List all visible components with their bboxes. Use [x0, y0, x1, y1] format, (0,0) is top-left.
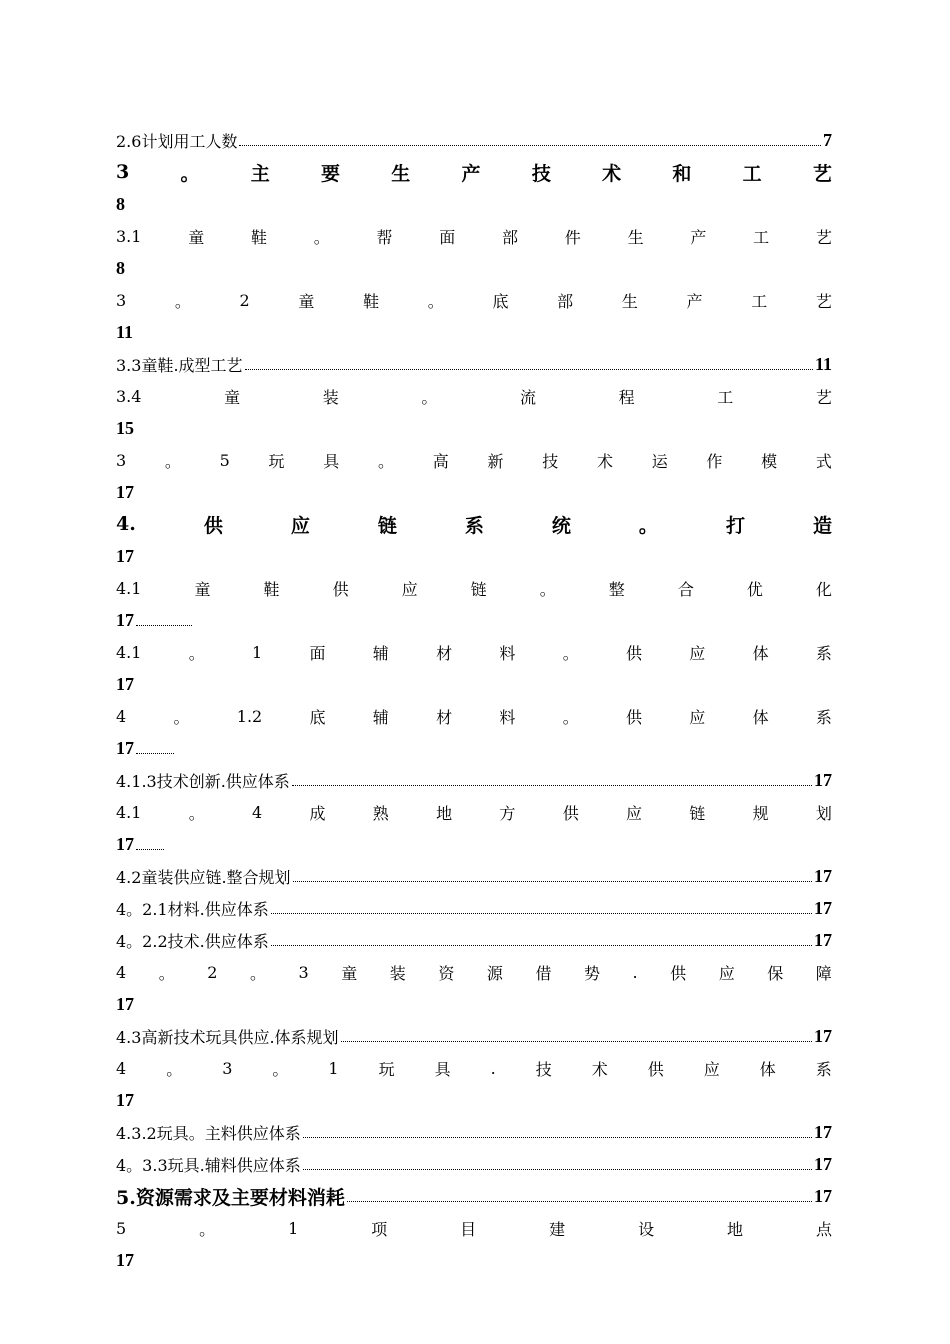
label-glyph: 体 — [752, 643, 769, 663]
toc-page-number: 17 — [116, 545, 134, 566]
toc-page-number: 7 — [823, 129, 832, 150]
toc-page-number: 17 — [116, 833, 134, 854]
toc-entry[interactable] — [116, 220, 832, 284]
label-glyph: 4. — [116, 513, 136, 535]
label-glyph: 。 — [378, 451, 395, 471]
toc-entry[interactable] — [116, 1052, 832, 1116]
label-glyph: 障 — [815, 963, 832, 983]
toc-entry-label: 4。2.1材料.供应体系 — [116, 899, 269, 919]
label-glyph: 借 — [535, 963, 552, 983]
label-glyph: 项 — [371, 1219, 388, 1239]
toc-page-number: 11 — [814, 353, 832, 374]
label-glyph: 5 — [219, 450, 230, 470]
label-glyph: 玩 — [268, 451, 285, 471]
label-glyph: 供 — [562, 803, 579, 823]
label-glyph: 供 — [670, 963, 687, 983]
label-glyph: 3 — [222, 1058, 233, 1078]
label-glyph: 技 — [542, 451, 559, 471]
label-glyph: 整 — [608, 579, 625, 599]
toc-entry[interactable] — [116, 636, 832, 700]
label-glyph: 供 — [332, 579, 349, 599]
label-glyph: 流 — [520, 387, 537, 407]
toc-entry-label — [116, 220, 832, 252]
label-glyph: 艺 — [815, 291, 832, 311]
label-glyph: 保 — [767, 963, 784, 983]
toc-page-number: 17 — [116, 481, 134, 502]
label-glyph: 供 — [203, 514, 223, 537]
label-glyph: 鞋 — [363, 291, 380, 311]
label-glyph: 。 — [174, 291, 191, 311]
label-glyph: 应 — [689, 707, 706, 727]
label-glyph: 规 — [752, 803, 769, 823]
toc-entry[interactable] — [116, 380, 832, 444]
label-glyph: 技 — [535, 1059, 552, 1079]
label-glyph: 3.1 — [116, 226, 142, 246]
label-glyph: 3 — [298, 962, 309, 982]
label-glyph: 4.1 — [116, 642, 142, 662]
dot-leader — [292, 785, 812, 786]
label-glyph: 料 — [499, 707, 516, 727]
label-glyph: 。 — [164, 451, 181, 471]
toc-page-number: 17 — [116, 673, 134, 694]
label-glyph: 生 — [391, 162, 411, 185]
label-glyph: 部 — [502, 227, 519, 247]
label-glyph: 应 — [290, 514, 310, 537]
label-glyph: 工 — [717, 387, 734, 407]
label-glyph: 生 — [621, 291, 638, 311]
label-glyph: 2 — [239, 290, 250, 310]
toc-entry-label — [116, 508, 832, 540]
label-glyph: 系 — [464, 514, 484, 537]
label-glyph: 作 — [706, 451, 723, 471]
label-glyph: 设 — [638, 1219, 655, 1239]
label-glyph: 材 — [436, 643, 453, 663]
label-glyph: 供 — [647, 1059, 664, 1079]
label-glyph: 3 — [116, 450, 127, 470]
toc-entry[interactable] — [116, 124, 832, 156]
label-glyph: 体 — [759, 1059, 776, 1079]
dot-leader — [136, 615, 192, 626]
label-glyph: 程 — [618, 387, 635, 407]
label-glyph: 技 — [531, 162, 551, 185]
label-glyph: 产 — [686, 291, 703, 311]
label-glyph: 熟 — [372, 803, 389, 823]
toc-page-number: 17 — [116, 609, 134, 630]
toc-entry-label: 5.资源需求及主要材料消耗 — [116, 1186, 345, 1209]
label-glyph: 童 — [194, 579, 211, 599]
label-glyph: 面 — [439, 227, 456, 247]
label-glyph: 成 — [309, 803, 326, 823]
toc-entry[interactable] — [116, 1116, 832, 1148]
dot-leader — [136, 839, 164, 850]
label-glyph: 艺 — [815, 387, 832, 407]
label-glyph: 方 — [499, 803, 516, 823]
toc-page-number: 17 — [814, 1153, 832, 1174]
label-glyph: 具 — [323, 451, 340, 471]
label-glyph: 。 — [539, 579, 556, 599]
table-of-contents — [116, 124, 832, 1276]
toc-entry-label: 4.3高新技术玩具供应.体系规划 — [116, 1027, 339, 1047]
dot-leader — [239, 145, 821, 146]
label-glyph: 统 — [551, 514, 571, 537]
label-glyph: 应 — [689, 643, 706, 663]
toc-entry-label — [116, 156, 832, 188]
label-glyph: 工 — [753, 227, 770, 247]
toc-entry-label — [116, 572, 832, 604]
label-glyph: 工 — [742, 162, 762, 185]
label-glyph: 新 — [487, 451, 504, 471]
label-glyph: 造 — [812, 514, 832, 537]
toc-entry[interactable] — [116, 1180, 832, 1212]
label-glyph: 4 — [252, 802, 263, 822]
label-glyph: 产 — [690, 227, 707, 247]
label-glyph: 链 — [689, 803, 706, 823]
toc-entry[interactable] — [116, 700, 832, 764]
label-glyph: 底 — [492, 291, 509, 311]
label-glyph: 1 — [252, 642, 263, 662]
label-glyph: 艺 — [812, 162, 832, 185]
label-glyph: 3.4 — [116, 386, 142, 406]
label-glyph: 系 — [815, 643, 832, 663]
label-glyph: 件 — [564, 227, 581, 247]
label-glyph: 1.2 — [236, 706, 263, 726]
dot-leader — [293, 881, 812, 882]
label-glyph: 供 — [625, 643, 642, 663]
toc-entry-label — [116, 1052, 832, 1084]
label-glyph: 2 — [207, 962, 218, 982]
dot-leader — [271, 945, 812, 946]
label-glyph: 。 — [272, 1059, 289, 1079]
label-glyph: 辅 — [372, 643, 389, 663]
toc-page-number: 17 — [116, 737, 134, 758]
label-glyph: 划 — [815, 803, 832, 823]
label-glyph: 4.1 — [116, 578, 142, 598]
label-glyph: 辅 — [372, 707, 389, 727]
label-glyph: 4 — [116, 962, 127, 982]
toc-entry-label: 4.2童装供应链.整合规划 — [116, 867, 291, 887]
label-glyph: 主 — [250, 162, 270, 185]
label-glyph: 要 — [321, 162, 341, 185]
toc-entry-label — [116, 956, 832, 988]
label-glyph: 。 — [562, 643, 579, 663]
label-glyph: 装 — [389, 963, 406, 983]
label-glyph: 童 — [188, 227, 205, 247]
label-glyph: 术 — [602, 162, 622, 185]
label-glyph: 应 — [625, 803, 642, 823]
label-glyph: 1 — [328, 1058, 339, 1078]
toc-page-number: 17 — [116, 993, 134, 1014]
label-glyph: 工 — [751, 291, 768, 311]
dot-leader — [303, 1169, 812, 1170]
label-glyph: 4 — [116, 1058, 127, 1078]
label-glyph: 术 — [591, 1059, 608, 1079]
label-glyph: 体 — [752, 707, 769, 727]
label-glyph: 应 — [703, 1059, 720, 1079]
label-glyph: 帮 — [376, 227, 393, 247]
label-glyph: 料 — [499, 643, 516, 663]
toc-page-number: 17 — [814, 769, 832, 790]
toc-page-number: 8 — [116, 193, 125, 214]
label-glyph: 部 — [557, 291, 574, 311]
label-glyph: . — [490, 1058, 496, 1078]
toc-entry[interactable] — [116, 860, 832, 892]
label-glyph: 3 — [116, 161, 130, 183]
toc-entry[interactable] — [116, 764, 832, 796]
toc-entry-label — [116, 796, 832, 828]
label-glyph: 。 — [421, 387, 438, 407]
toc-entry[interactable] — [116, 572, 832, 636]
label-glyph: 优 — [746, 579, 763, 599]
label-glyph: 建 — [549, 1219, 566, 1239]
label-glyph: 3 — [116, 290, 127, 310]
label-glyph: 。 — [313, 227, 330, 247]
label-glyph: 化 — [815, 579, 832, 599]
label-glyph: 地 — [436, 803, 453, 823]
toc-entry[interactable] — [116, 284, 832, 348]
label-glyph: 4.1 — [116, 802, 142, 822]
label-glyph: 1 — [288, 1218, 299, 1238]
label-glyph: 。 — [638, 514, 658, 537]
toc-entry-label — [116, 636, 832, 668]
label-glyph: 。 — [173, 707, 190, 727]
toc-page-number: 17 — [814, 897, 832, 918]
label-glyph: 装 — [322, 387, 339, 407]
label-glyph: 。 — [562, 707, 579, 727]
label-glyph: 式 — [815, 451, 832, 471]
label-glyph: 供 — [625, 707, 642, 727]
label-glyph: 5 — [116, 1218, 127, 1238]
toc-entry[interactable] — [116, 1148, 832, 1180]
dot-leader — [341, 1041, 812, 1042]
toc-entry[interactable] — [116, 348, 832, 380]
label-glyph: 产 — [461, 162, 481, 185]
toc-entry-label: 4。3.3玩具.辅料供应体系 — [116, 1155, 301, 1175]
toc-entry[interactable] — [116, 892, 832, 924]
toc-entry-label — [116, 700, 832, 732]
dot-leader — [245, 369, 813, 370]
toc-page-number: 17 — [116, 1089, 134, 1110]
toc-entry[interactable] — [116, 924, 832, 956]
label-glyph: 。 — [158, 963, 175, 983]
toc-entry[interactable] — [116, 1212, 832, 1276]
label-glyph: 鞋 — [263, 579, 280, 599]
toc-entry-label: 4.3.2玩具。主料供应体系 — [116, 1123, 301, 1143]
label-glyph: 应 — [401, 579, 418, 599]
toc-entry[interactable] — [116, 1020, 832, 1052]
label-glyph: 打 — [725, 514, 745, 537]
label-glyph: 鞋 — [250, 227, 267, 247]
dot-leader — [347, 1201, 812, 1202]
toc-entry[interactable] — [116, 956, 832, 1020]
label-glyph: 艺 — [815, 227, 832, 247]
label-glyph: 势 — [583, 963, 600, 983]
label-glyph: 。 — [427, 291, 444, 311]
label-glyph: 点 — [815, 1219, 832, 1239]
label-glyph: . — [632, 962, 638, 982]
label-glyph: 4 — [116, 706, 127, 726]
label-glyph: 。 — [166, 1059, 183, 1079]
label-glyph: 童 — [298, 291, 315, 311]
toc-entry-label — [116, 284, 832, 316]
toc-entry-label — [116, 1212, 832, 1244]
label-glyph: 链 — [377, 514, 397, 537]
label-glyph: 。 — [249, 963, 266, 983]
label-glyph: 高 — [432, 451, 449, 471]
label-glyph: 源 — [486, 963, 503, 983]
label-glyph: 和 — [672, 162, 692, 185]
dot-leader — [136, 743, 174, 754]
label-glyph: 应 — [718, 963, 735, 983]
label-glyph: 材 — [436, 707, 453, 727]
toc-page-number: 17 — [814, 1025, 832, 1046]
label-glyph: 。 — [188, 643, 205, 663]
toc-entry-label — [116, 444, 832, 476]
toc-page-number: 8 — [116, 257, 125, 278]
toc-entry[interactable] — [116, 156, 832, 220]
toc-page-number: 17 — [814, 929, 832, 950]
toc-entry[interactable] — [116, 796, 832, 860]
label-glyph: 目 — [460, 1219, 477, 1239]
label-glyph: 运 — [651, 451, 668, 471]
label-glyph: 系 — [815, 707, 832, 727]
toc-page-number: 11 — [116, 321, 134, 342]
label-glyph: 链 — [470, 579, 487, 599]
label-glyph: 。 — [188, 803, 205, 823]
label-glyph: 生 — [627, 227, 644, 247]
toc-page-number: 17 — [814, 1121, 832, 1142]
toc-entry-label: 4。2.2技术.供应体系 — [116, 931, 269, 951]
toc-page-number: 17 — [116, 1249, 134, 1270]
label-glyph: 童 — [341, 963, 358, 983]
toc-entry-label: 2.6计划用工人数 — [116, 131, 238, 151]
toc-page-number: 17 — [814, 865, 832, 886]
label-glyph: 具 — [434, 1059, 451, 1079]
toc-page-number: 17 — [814, 1185, 832, 1206]
dot-leader — [303, 1137, 812, 1138]
toc-entry-label: 3.3童鞋.成型工艺 — [116, 355, 243, 375]
label-glyph: 。 — [180, 162, 200, 185]
label-glyph: 模 — [761, 451, 778, 471]
label-glyph: 地 — [727, 1219, 744, 1239]
toc-entry[interactable] — [116, 508, 832, 572]
label-glyph: 。 — [199, 1219, 216, 1239]
label-glyph: 系 — [815, 1059, 832, 1079]
label-glyph: 术 — [596, 451, 613, 471]
label-glyph: 底 — [309, 707, 326, 727]
label-glyph: 合 — [677, 579, 694, 599]
toc-entry[interactable] — [116, 444, 832, 508]
toc-entry-label — [116, 380, 832, 412]
label-glyph: 资 — [438, 963, 455, 983]
dot-leader — [271, 913, 812, 914]
label-glyph: 童 — [224, 387, 241, 407]
label-glyph: 玩 — [378, 1059, 395, 1079]
label-glyph: 面 — [309, 643, 326, 663]
toc-entry-label: 4.1.3技术创新.供应体系 — [116, 771, 290, 791]
toc-page-number: 15 — [116, 417, 134, 438]
